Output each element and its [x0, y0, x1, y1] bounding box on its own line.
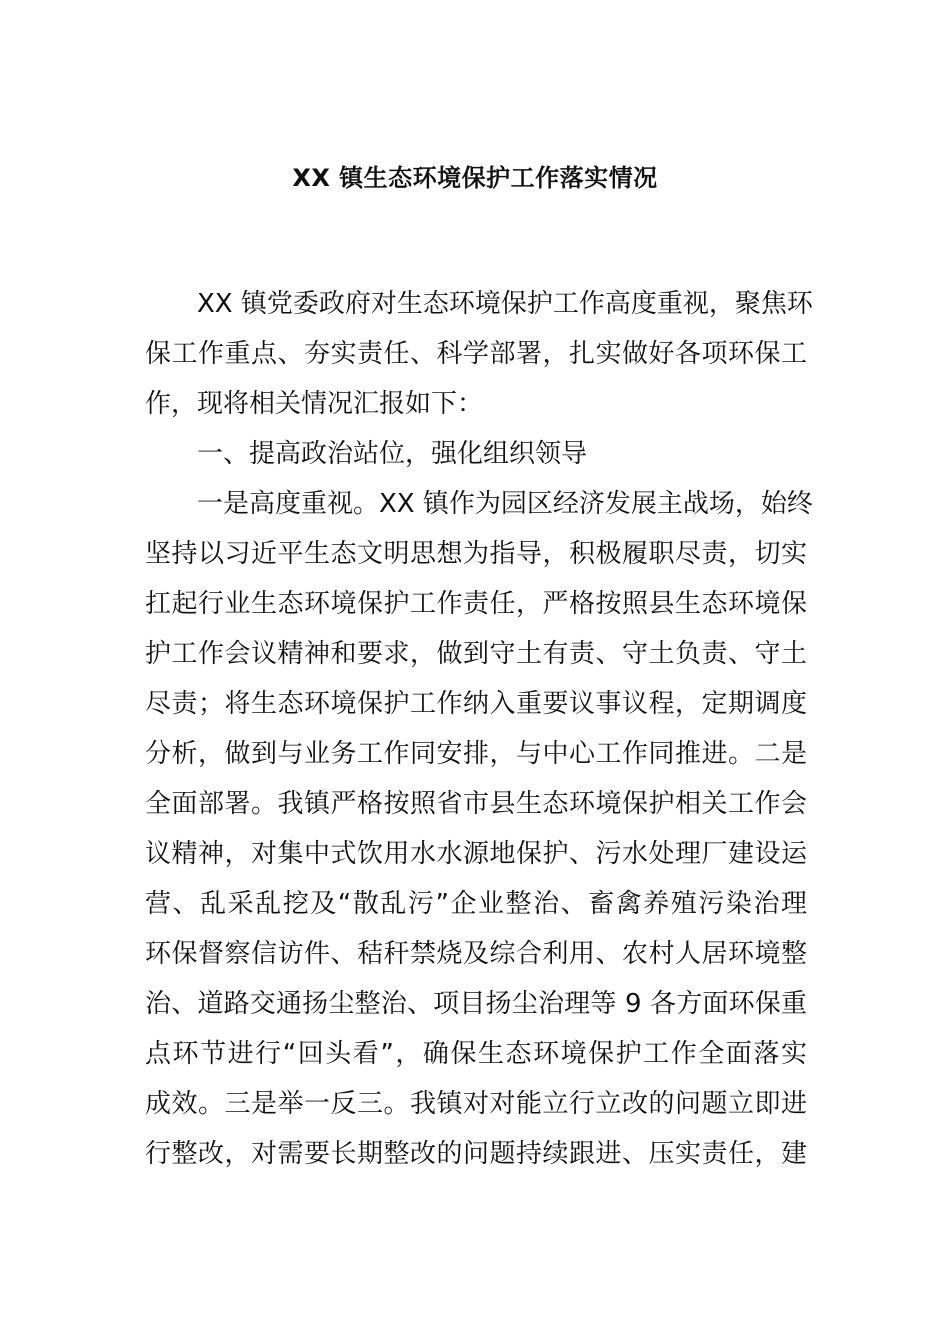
paragraph-line: 作，现将相关情况汇报如下：	[145, 389, 484, 419]
paragraph-line: 成效。三是举一反三。我镇对对能立行立改的问题立即进	[145, 1089, 807, 1119]
section-heading: 一、提高政治站位，强化组织领导	[197, 439, 588, 469]
paragraph-line: 坚持以习近平生态文明思想为指导，积极履职尽责，切实	[145, 539, 807, 569]
paragraph-line: 治、道路交通扬尘整治、项目扬尘治理等 9 各方面环保重	[145, 989, 807, 1019]
paragraph-line: 议精神，对集中式饮用水水源地保护、污水处理厂建设运	[145, 839, 807, 869]
paragraph-line: 全面部署。我镇严格按照省市县生态环境保护相关工作会	[145, 789, 807, 819]
paragraph-line: 行整改，对需要长期整改的问题持续跟进、压实责任，建	[145, 1139, 807, 1169]
paragraph-line: XX 镇党委政府对生态环境保护工作高度重视，聚焦环	[197, 289, 813, 319]
paragraph-line: 分析，做到与业务工作同安排，与中心工作同推进。二是	[145, 739, 807, 769]
document-body	[145, 279, 813, 1179]
paragraph-line: 尽责；将生态环境保护工作纳入重要议事议程，定期调度	[145, 689, 807, 719]
paragraph-line: 一是高度重视。XX 镇作为园区经济发展主战场，始终	[197, 489, 813, 519]
paragraph-line: 点环节进行“回头看”，确保生态环境保护工作全面落实	[145, 1039, 807, 1069]
paragraph-line: 环保督察信访件、秸秆禁烧及综合利用、农村人居环境整	[145, 939, 807, 969]
paragraph-line: 保工作重点、夯实责任、科学部署，扎实做好各项环保工	[145, 339, 807, 369]
paragraph-line: 营、乱采乱挖及“散乱污”企业整治、畜禽养殖污染治理	[145, 889, 807, 919]
paragraph-line: 扛起行业生态环境保护工作责任，严格按照县生态环境保	[145, 589, 807, 619]
paragraph-line: 护工作会议精神和要求，做到守土有责、守土负责、守土	[145, 639, 807, 669]
document-title: XX 镇生态环境保护工作落实情况	[292, 164, 658, 192]
